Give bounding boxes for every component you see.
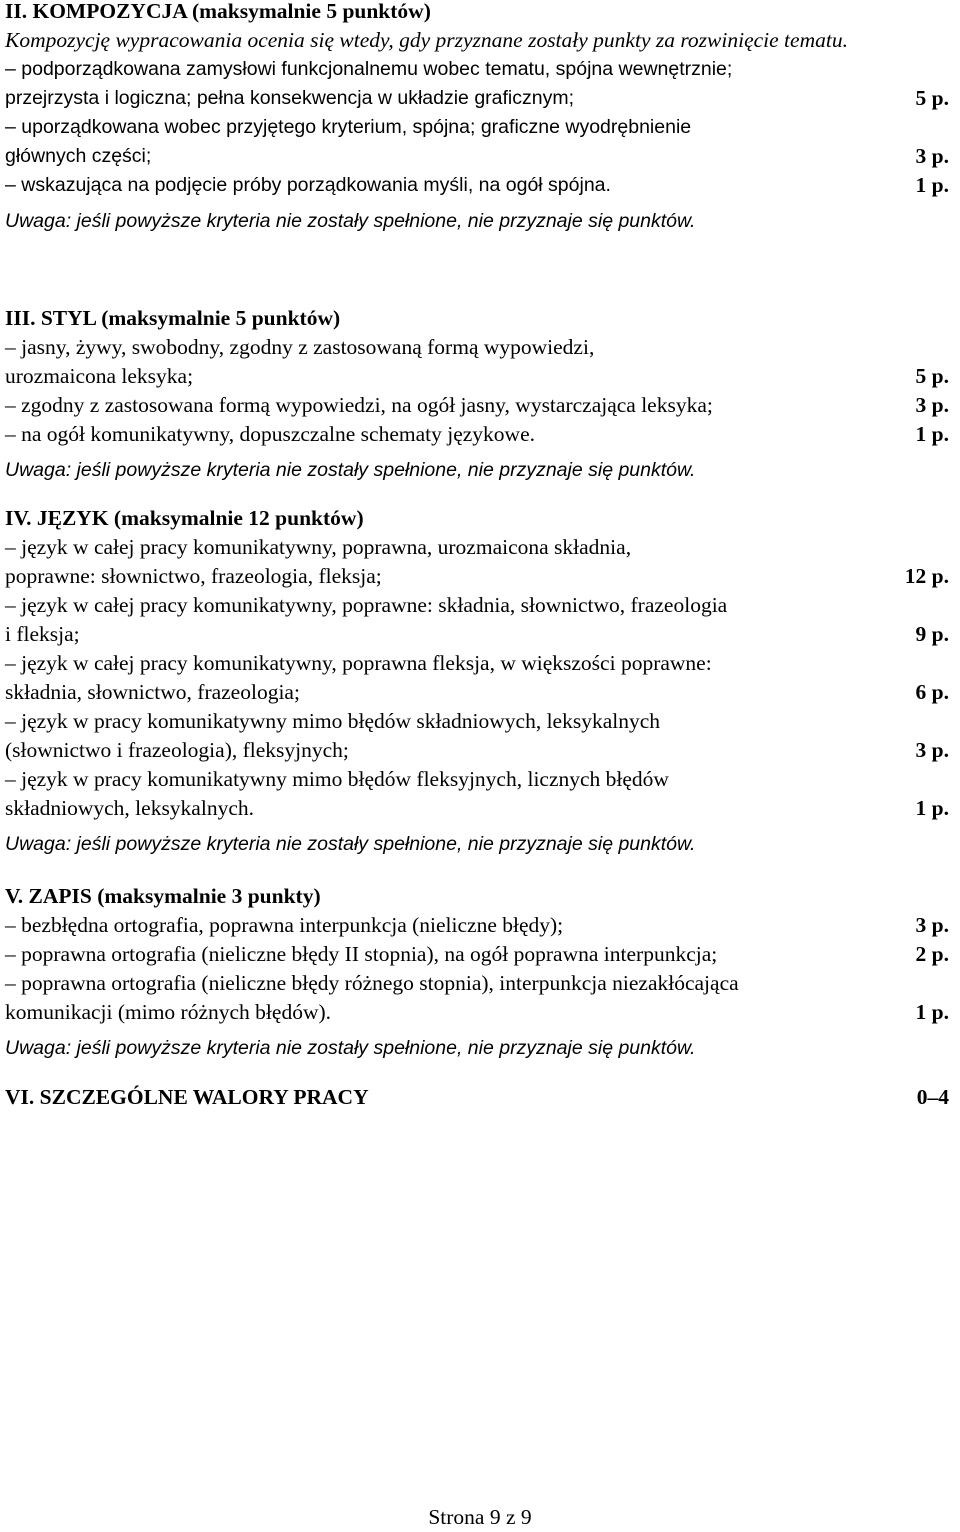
- section-title: III. STYL (maksymalnie 5 punktów): [5, 306, 341, 330]
- criterion-points: 6 p.: [915, 680, 949, 704]
- criterion-text: – na ogół komunikatywny, dopuszczalne schematy językowe.: [5, 422, 535, 446]
- criterion-text: – zgodny z zastosowana formą wypowiedzi, na ogół jasny, wystarczająca leksyka;: [5, 393, 713, 417]
- criterion-text: – poprawna ortografia (nieliczne błędy II stopnia), na ogół poprawna interpunkcja;: [5, 942, 718, 966]
- criterion-item: [5, 765, 949, 823]
- criterion-points: 3 p.: [915, 913, 949, 937]
- criterion-item: [5, 533, 949, 591]
- section-jezyk: [5, 504, 949, 859]
- criterion-text: – jasny, żywy, swobodny, zgodny z zastosowaną formą wypowiedzi, urozmaicona leksyka;: [5, 335, 595, 388]
- criterion-text: – wskazująca na podjęcie próby porządkowania myśli, na ogół spójna.: [5, 174, 611, 196]
- criterion-item: [5, 707, 949, 765]
- criterion-points: 5 p.: [915, 364, 949, 388]
- criterion-text: – język w pracy komunikatywny mimo błędów składniowych, leksykalnych (słownictwo i frazeologia), fleksyjnych;: [5, 709, 661, 762]
- criterion-points: 3 p.: [915, 393, 949, 417]
- criterion-points: 3 p.: [915, 738, 949, 762]
- criterion-text: – uporządkowana wobec przyjętego kryterium, spójna; graficzne wyodrębnienie głównych części;: [5, 116, 692, 167]
- criterion-item: [5, 171, 949, 200]
- criterion-text: – język w całej pracy komunikatywny, poprawne: składnia, słownictwo, frazeologia i fleksja;: [5, 593, 728, 646]
- section-title: II. KOMPOZYCJA (maksymalnie 5 punktów): [5, 0, 431, 23]
- criterion-points: 5 p.: [915, 86, 949, 110]
- criterion-item: [5, 649, 949, 707]
- criterion-item: [5, 969, 949, 1027]
- criterion-points: 1 p.: [915, 422, 949, 446]
- section-kompozycja: [5, 0, 949, 236]
- criterion-item: [5, 391, 949, 420]
- criterion-item: [5, 591, 949, 649]
- criterion-points: 1 p.: [915, 796, 949, 820]
- section-note: Uwaga: jeśli powyższe kryteria nie zostały spełnione, nie przyznaje się punktów.: [5, 1037, 696, 1059]
- section-zapis: [5, 882, 949, 1063]
- page-number: Strona 9 z 9: [428, 1505, 532, 1529]
- section-title: V. ZAPIS (maksymalnie 3 punkty): [5, 884, 321, 908]
- criterion-item: [5, 940, 949, 969]
- criterion-text: – język w pracy komunikatywny mimo błędów fleksyjnych, licznych błędów składniowych, leksykalnych.: [5, 767, 669, 820]
- section-walory: [5, 1083, 949, 1112]
- section-styl: [5, 304, 949, 485]
- criterion-points: 9 p.: [915, 622, 949, 646]
- criterion-text: – poprawna ortografia (nieliczne błędy różnego stopnia), interpunkcja niezakłócająca komunikacji (mimo różnych błędów).: [5, 971, 739, 1024]
- criterion-points: 12 p.: [904, 564, 949, 588]
- criterion-text: – język w całej pracy komunikatywny, poprawna, urozmaicona składnia, poprawne: słownictwo, frazeologia, fleksja;: [5, 535, 632, 588]
- criterion-item: [5, 55, 949, 113]
- section-title: IV. JĘZYK (maksymalnie 12 punktów): [5, 506, 364, 530]
- section-note: Uwaga: jeśli powyższe kryteria nie zostały spełnione, nie przyznaje się punktów.: [5, 833, 696, 855]
- section-points: 0–4: [916, 1085, 949, 1109]
- criterion-item: [5, 911, 949, 940]
- criterion-points: 1 p.: [915, 173, 949, 197]
- section-note: Uwaga: jeśli powyższe kryteria nie zostały spełnione, nie przyznaje się punktów.: [5, 459, 696, 481]
- section-note: Uwaga: jeśli powyższe kryteria nie zostały spełnione, nie przyznaje się punktów.: [5, 210, 696, 232]
- section-intro: Kompozycję wypracowania ocenia się wtedy, gdy przyznane zostały punkty za rozwinięcie tematu.: [5, 28, 848, 52]
- criterion-points: 1 p.: [915, 1000, 949, 1024]
- criterion-text: – podporządkowana zamysłowi funkcjonalnemu wobec tematu, spójna wewnętrznie; przejrzysta i logiczna; pełna konsekwencja w układzie graficznym;: [5, 58, 733, 109]
- section-title: VI. SZCZEGÓLNE WALORY PRACY: [5, 1085, 369, 1109]
- criterion-item: [5, 333, 949, 391]
- criterion-text: – bezbłędna ortografia, poprawna interpunkcja (nieliczne błędy);: [5, 913, 564, 937]
- criterion-points: 2 p.: [915, 942, 949, 966]
- criterion-item: [5, 420, 949, 449]
- criterion-text: – język w całej pracy komunikatywny, poprawna fleksja, w większości poprawne: składnia, słownictwo, frazeologia;: [5, 651, 712, 704]
- criterion-item: [5, 113, 949, 171]
- criterion-points: 3 p.: [915, 144, 949, 168]
